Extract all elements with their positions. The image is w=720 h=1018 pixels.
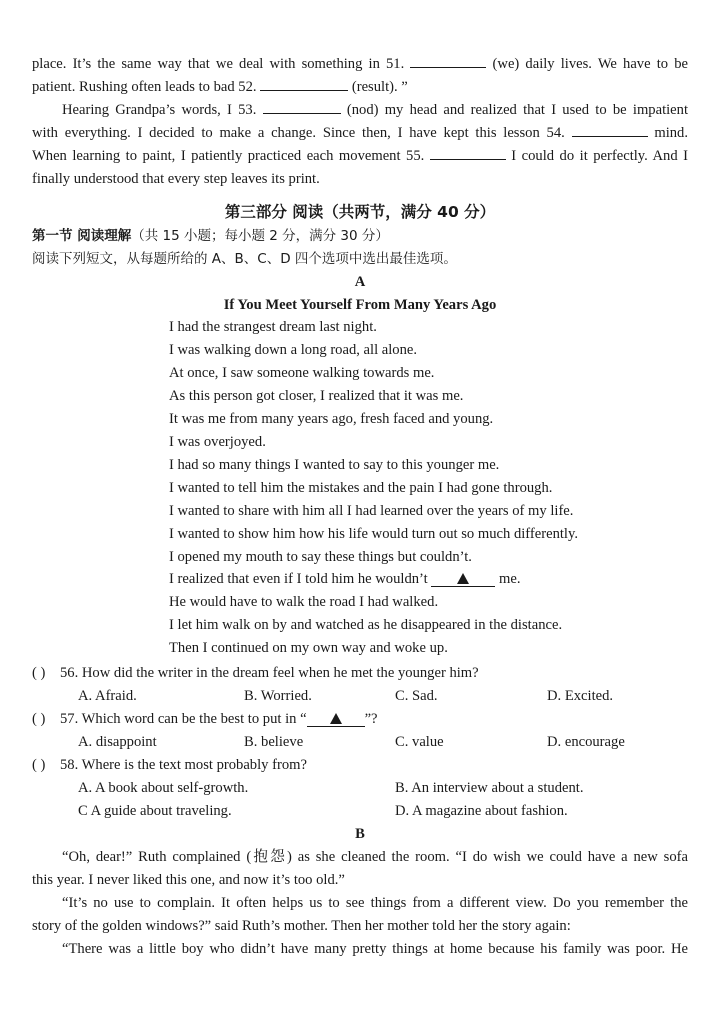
part2-line-1: place. It’s the same way that we deal with something in 51. (we) daily lives. We have to be: [32, 56, 688, 72]
question-57: ( ) 57. Which word can be the best to put in “ ”?: [32, 711, 378, 727]
blank-51[interactable]: [410, 54, 486, 68]
section-title: 第三部分 阅读（共两节，满分 40 分）: [224, 203, 496, 221]
poem-line: I was overjoyed.: [169, 434, 266, 450]
poem-line: It was me from many years ago, fresh faced and young.: [169, 411, 494, 427]
passage-a-title: If You Meet Yourself From Many Years Ago: [223, 297, 497, 313]
instruction: 阅读下列短文，从每题所给的 A、B、C、D 四个选项中选出最佳选项。: [32, 251, 457, 267]
subsection-header: 第一节 阅读理解（共 15 小题；每小题 2 分，满分 30 分）: [32, 228, 389, 244]
question-58: ( ) 58. Where is the text most probably from?: [32, 757, 307, 773]
poem-line: I let him walk on by and watched as he disappeared in the distance.: [169, 617, 563, 633]
triangle-icon: [457, 573, 469, 584]
poem-line: I had the strangest dream last night.: [169, 319, 377, 335]
poem-line: I was walking down a long road, all alone.: [169, 342, 418, 358]
option-57-d[interactable]: D. encourage: [547, 734, 625, 750]
option-56-c[interactable]: C. Sad.: [395, 688, 438, 704]
poem-line: He would have to walk the road I had walked.: [169, 594, 439, 610]
option-58-b[interactable]: B. An interview about a student.: [395, 780, 584, 796]
blank-57[interactable]: [431, 572, 495, 587]
option-58-c[interactable]: C A guide about traveling.: [78, 803, 232, 819]
poem-line: As this person got closer, I realized that it was me.: [169, 388, 464, 404]
blank-55[interactable]: [430, 146, 506, 160]
option-58-d[interactable]: D. A magazine about fashion.: [395, 803, 568, 819]
option-57-c[interactable]: C. value: [395, 734, 444, 750]
poem-line: Then I continued on my own way and woke up.: [169, 640, 448, 656]
triangle-icon: [330, 713, 342, 724]
poem-line: At once, I saw someone walking towards me.: [169, 365, 435, 381]
poem-line: I opened my mouth to say these things but couldn’t.: [169, 549, 472, 565]
blank-53[interactable]: [263, 100, 341, 114]
passage-b-line: “There was a little boy who didn’t have many pretty things at home because his family was poor. He: [62, 941, 688, 957]
part2-line-5: When learning to paint, I patiently practiced each movement 55. I could do it perfectly. And I: [32, 148, 688, 164]
option-57-a[interactable]: A. disappoint: [78, 734, 157, 750]
question-57-blank: [307, 712, 365, 727]
poem-blank-line: I realized that even if I told him he wouldn’t me.: [169, 571, 521, 587]
part2-line-4: with everything. I decided to make a change. Since then, I have kept this lesson 54. mind.: [32, 125, 688, 141]
option-56-a[interactable]: A. Afraid.: [78, 688, 137, 704]
answer-paren-58[interactable]: ( ): [32, 757, 46, 773]
part2-line-2: patient. Rushing often leads to bad 52. (result). ”: [32, 79, 408, 95]
answer-paren-57[interactable]: ( ): [32, 711, 46, 727]
option-56-d[interactable]: D. Excited.: [547, 688, 614, 704]
option-56-b[interactable]: B. Worried.: [244, 688, 312, 704]
option-57-b[interactable]: B. believe: [244, 734, 304, 750]
part2-line-6: finally understood that every step leaves its print.: [32, 171, 320, 187]
blank-54[interactable]: [572, 123, 648, 137]
poem-line: I had so many things I wanted to say to this younger me.: [169, 457, 500, 473]
passage-b-line: story of the golden windows?” said Ruth’s mother. Then her mother told her the story again:: [32, 918, 571, 934]
option-58-a[interactable]: A. A book about self-growth.: [78, 780, 249, 796]
poem-line: I wanted to tell him the mistakes and the pain I had gone through.: [169, 480, 553, 496]
passage-a-label: A: [354, 274, 366, 290]
passage-b-line: “Oh, dear!” Ruth complained (抱怨) as she cleaned the room. “I do wish we could have a new sofa: [62, 849, 688, 865]
answer-paren-56[interactable]: ( ): [32, 665, 46, 681]
poem-line: I wanted to show him how his life would turn out so much differently.: [169, 526, 578, 542]
poem-line: I wanted to share with him all I had learned over the years of my life.: [169, 503, 574, 519]
passage-b-line: this year. I never liked this one, and now it’s too old.”: [32, 872, 345, 888]
passage-b-line: “It’s no use to complain. It often helps us to see things from a different view. Do you remember the: [62, 895, 688, 911]
blank-52[interactable]: [260, 77, 348, 91]
part2-line-3: Hearing Grandpa’s words, I 53. (nod) my head and realized that I used to be impatient: [62, 102, 689, 118]
passage-b-label: B: [355, 826, 365, 842]
question-56: ( ) 56. How did the writer in the dream feel when he met the younger him?: [32, 665, 479, 681]
